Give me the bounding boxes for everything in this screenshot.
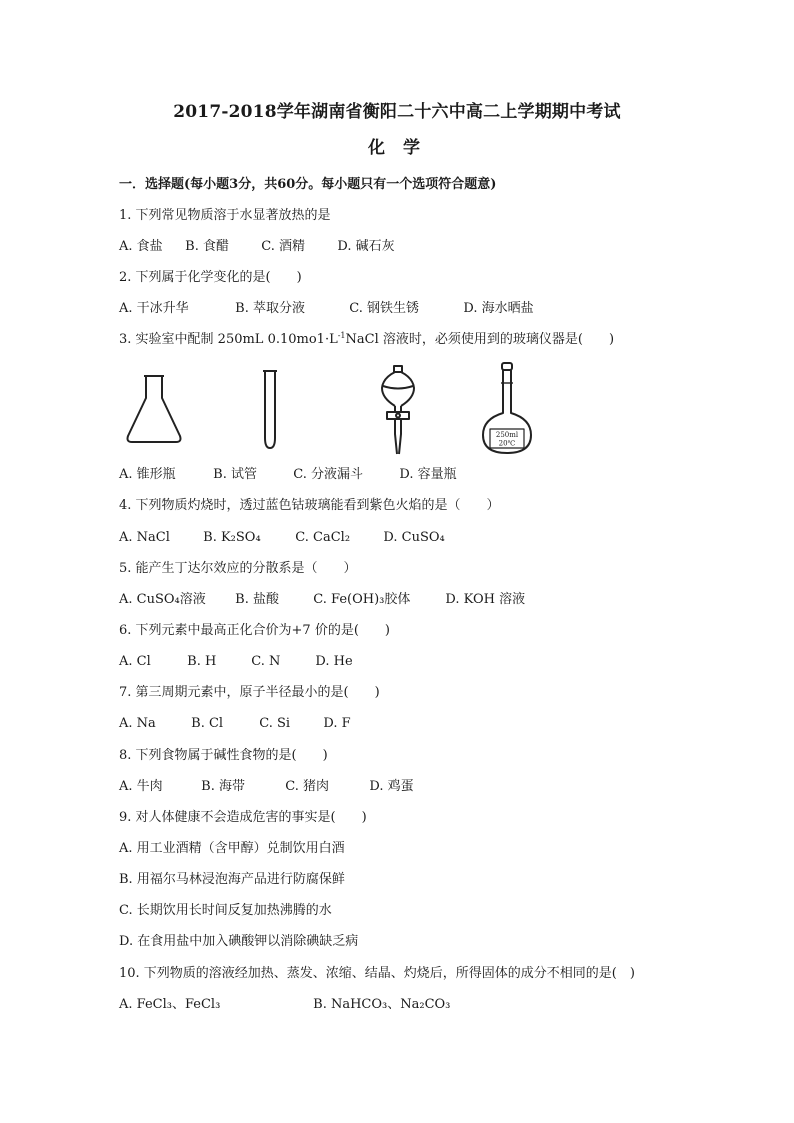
- question-options: [119, 591, 525, 609]
- option-c: C. N: [251, 654, 281, 669]
- question-options: [119, 996, 450, 1014]
- option-a: A. Na: [119, 716, 156, 731]
- option-c: C. 分液漏斗: [293, 467, 364, 482]
- exam-title: 2017-2018学年湖南省衡阳二十六中高二上学期期中考试: [173, 102, 621, 122]
- test-tube-icon: [258, 368, 282, 452]
- option-d: D. KOH 溶液: [445, 592, 526, 607]
- question-options: [119, 300, 534, 318]
- option-c: C. CaCl₂: [295, 530, 351, 545]
- question-stem: 6. 下列元素中最高正化合价为+7 价的是( ): [119, 623, 390, 638]
- question-stem: 1. 下列常见物质溶于水显著放热的是: [119, 208, 331, 223]
- question-stem: 9. 对人体健康不会造成危害的事实是( ): [119, 810, 367, 825]
- option-a: A. 用工业酒精（含甲醇）兑制饮用白酒: [119, 841, 345, 856]
- question-stem: 8. 下列食物属于碱性食物的是( ): [119, 748, 328, 763]
- option-c: C. Fe(OH)₃胶体: [313, 592, 411, 607]
- option-c: C. 钢铁生锈: [349, 301, 420, 316]
- option-d: D. 海水晒盐: [463, 301, 534, 316]
- option-b: B. 食醋: [185, 239, 229, 254]
- question-options: [119, 238, 395, 256]
- question-stem: 2. 下列属于化学变化的是( ): [119, 270, 302, 285]
- option-b: B. 海带: [201, 779, 245, 794]
- question-options: [119, 466, 457, 484]
- option-a: A. Cl: [119, 654, 151, 669]
- option-a: A. CuSO₄溶液: [119, 592, 206, 607]
- option-c: C. 酒精: [261, 239, 306, 254]
- option-a: A. NaCl: [119, 530, 170, 545]
- question-options: [119, 529, 445, 547]
- option-d: D. CuSO₄: [383, 530, 445, 545]
- option-a: A. 牛肉: [119, 779, 163, 794]
- stem-text: 3. 实验室中配制 250mL 0.10mo1·L: [119, 332, 338, 347]
- volumetric-flask-icon: [479, 361, 535, 457]
- option-b: B. 盐酸: [235, 592, 279, 607]
- option-d: D. He: [315, 654, 353, 669]
- conical-flask-icon: [122, 372, 186, 444]
- option-a: A. 食盐: [119, 239, 163, 254]
- option-d: D. F: [323, 716, 351, 731]
- option-c: C. Si: [259, 716, 291, 731]
- option-a: A. 干冰升华: [119, 301, 189, 316]
- flask-label-temp: 20℃: [498, 439, 516, 448]
- section-heading: 一．选择题(每小题3分，共60分。每小题只有一个选项符合题意): [119, 177, 497, 192]
- option-d: D. 鸡蛋: [369, 779, 414, 794]
- option-b: B. 萃取分液: [235, 301, 305, 316]
- question-stem: [119, 331, 614, 349]
- option-d: D. 碱石灰: [337, 239, 395, 254]
- option-b: B. 用福尔马林浸泡海产品进行防腐保鲜: [119, 872, 345, 887]
- option-c: C. 长期饮用长时间反复加热沸腾的水: [119, 903, 332, 918]
- question-stem: 10. 下列物质的溶液经加热、蒸发、浓缩、结晶、灼烧后，所得固体的成分不相同的是( ): [119, 966, 635, 981]
- option-b: B. K₂SO₄: [203, 530, 261, 545]
- separatory-funnel-icon: [377, 364, 419, 458]
- question-stem: 5. 能产生丁达尔效应的分散系是（ ）: [119, 561, 357, 576]
- stem-superscript: -1: [337, 331, 346, 340]
- question-options: [119, 715, 351, 733]
- question-stem: 7. 第三周期元素中，原子半径最小的是( ): [119, 685, 380, 700]
- option-b: B. H: [187, 654, 217, 669]
- option-b: B. Cl: [191, 716, 224, 731]
- stem-text: NaCl 溶液时，必须使用到的玻璃仪器是( ): [345, 332, 615, 347]
- option-b: B. NaHCO₃、Na₂CO₃: [313, 997, 451, 1012]
- question-options: [119, 778, 414, 796]
- option-a: A. 锥形瓶: [119, 467, 176, 482]
- question-options: [119, 653, 353, 671]
- flask-label-volume: 250ml: [495, 431, 519, 439]
- option-b: B. 试管: [213, 467, 257, 482]
- option-a: A. FeCl₃、FeCl₃: [119, 997, 221, 1012]
- exam-subject: 化 学: [368, 138, 426, 158]
- option-d: D. 在食用盐中加入碘酸钾以消除碘缺乏病: [119, 934, 359, 949]
- option-c: C. 猪肉: [285, 779, 330, 794]
- option-d: D. 容量瓶: [399, 467, 457, 482]
- question-stem: 4. 下列物质灼烧时，透过蓝色钴玻璃能看到紫色火焰的是（ ）: [119, 498, 500, 513]
